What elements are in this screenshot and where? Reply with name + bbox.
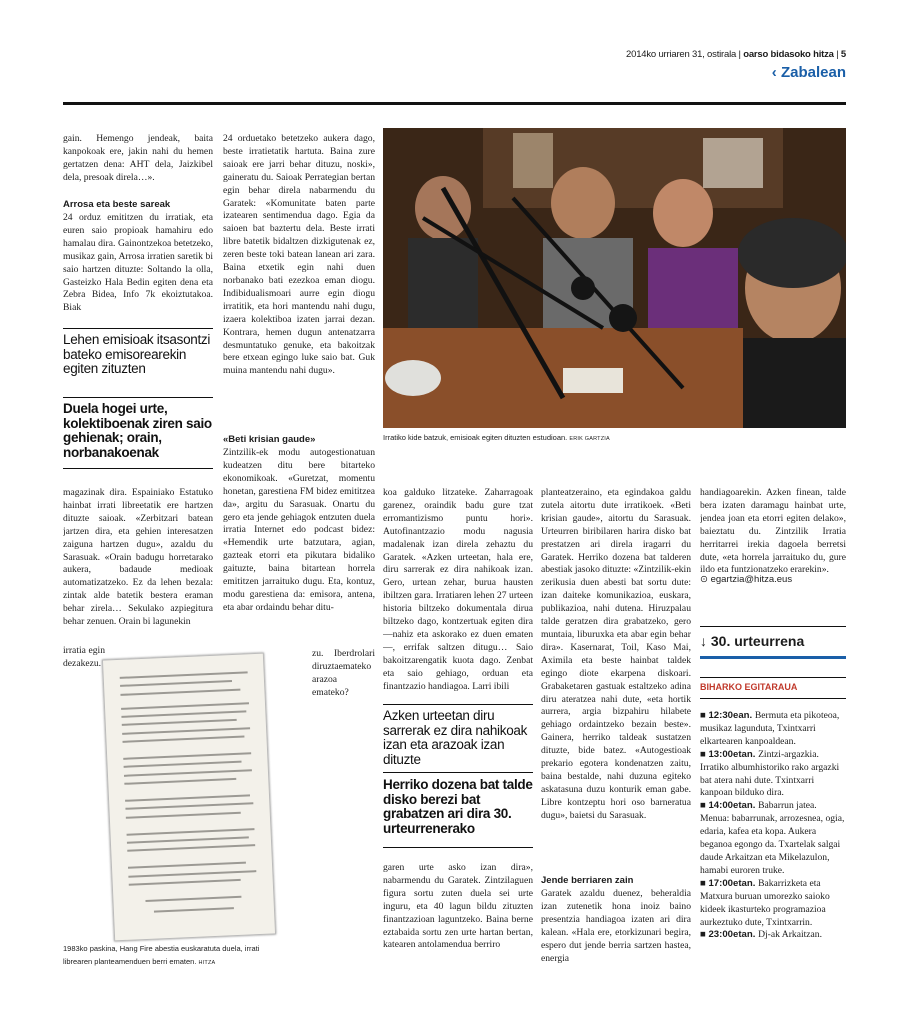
agenda-item	[700, 710, 846, 749]
headline-3: Azken urteetan diru sarrerak ez dira nahikoak izan eta arazoak izan dituzte	[383, 708, 528, 767]
agenda-time: ■ 14:00etan.	[700, 800, 759, 812]
col1-subheading: Arrosa eta beste sareak	[63, 199, 171, 210]
agenda-text: Babarrun jatea. Menua: babarrunak, arrozesnea, ogia, edaria, kafea eta kopa. Aukera beganoa egongo da. Txartelak salgai daude Arkaitzan eta Mikelazulon, hamabi euroren truke.	[700, 800, 845, 876]
col2-subheading: «Beti krisian gaude»	[223, 434, 316, 445]
col1-lower-text: magazinak dira. Espainiako Estatuko hainbat irrati libreetatik ere hartzen dituzte saioak. «Zerbitzari batean jartzen dira, eta gehien interesatzen zaiguna hartzen dugu», azaldu du Sarasuak. «Orain badugu horretarako aukera, badaude medioak automatizatzeko. Ez da lehen bezala: zintak alde batetik bestera eraman behar zirela… Sekulako azpiegitura behar zenuen. Orain bi lagunekin	[63, 487, 213, 628]
col2-bottom-text: Zintzilik-ek modu autogestionatuan kudeatzen ditu bere bitarteko ekonomikoak. «Guretzat, momentu honetan, garestiena FM bidez emititzea da», argitu du Sarasuak. Onartu du gero eta jende gehiagok entzuten duela irratia Internet edo podcast bidez: «Hemendik urte batzutara, agian, gazteak etorri eta pikutara bidaliko gaituzte, baina bitartean horrela emititzen jarraituko dugu. Eta, kontuz, modu garestiena da: emisora, antena, eta abar ordaindu behar ditu-	[223, 447, 375, 613]
col1-mid-text: 24 orduz emititzen du irratiak, eta euren saio propioak hamahiru edo hamalau dira. Gainontzekoa betetzeko, musikaz gain, Arrosa irratien saretik bi saio hartzen dituzte: Soltando la olla, Gasteizko Hala Bedin egiten dena eta Zebra Bidea, Info 7k ekoiztutakoa. Biak	[63, 212, 213, 314]
poster-credit: HITZA	[198, 960, 216, 966]
divider	[383, 772, 533, 773]
chevron-left-icon: ‹	[771, 64, 781, 81]
poster-caption: 1983ko paskina, Hang Fire abestia euskaratuta duela, irrati librearen planteamenduen berri ematen. HITZA	[63, 944, 260, 966]
agenda-list	[700, 710, 846, 968]
divider	[63, 397, 213, 398]
agenda-text: Bakarrizketa eta Matxura buruan umorezko saioko kideek ikasturteko programazioa aurkeztuko dute, Txintxarrin.	[700, 877, 830, 928]
page-number: 5	[840, 49, 846, 60]
studio-photo-illustration	[383, 128, 846, 428]
issue-date: 2014ko urriaren 31, ostirala	[626, 49, 737, 60]
agenda-item	[700, 800, 846, 877]
photo-credit: ERIK GARTZIA	[569, 436, 610, 442]
headline-1: Lehen emisioak itsasontzi bateko emisorearekin egiten zituzten	[63, 332, 211, 376]
divider	[383, 847, 533, 848]
agenda-time: ■ 13:00etan.	[700, 748, 759, 760]
section-name: ‹ Zabalean	[771, 64, 846, 81]
col1-wrap-text: irratia egin dezakezu.	[63, 645, 105, 669]
poster-image	[102, 653, 276, 942]
headline-4: Herriko dozena bat talde disko berezi bat grabatzen ari dira 30. urteurrenerako	[383, 777, 533, 836]
col2-top-text: 24 orduetako betetzeko aukera dago, beste irratietatik hartuta. Baina zure saioak ere jarri behar dituzu, noski», gaineratu du. Saioak Perrategian bertan egin behar direla nabarmendu du Garatek: «Komunitate baten parte izatearen sentimendua dago. Egia da saioen bat baztertu dela. Beste irrati libre batetik bidaltzen dizkigutenak ez, zeren beste toki batean lanean ari zara. Baina etxetik egin nahi duen norbanako bati ezezkoa eman diogu. Indibidualismoari aurre egin diogu irratitik, eta hori mantendu nahi dugu, izaera kolektiboa izaten jarrai dezan. Kontrara, hemen dugun antenatzarra desmuntatuko genuke, eta bakoitzak bere etxean egingo luke saio bat. Guk muina mantendu nahi dugu».	[223, 133, 375, 377]
divider	[63, 468, 213, 469]
divider	[700, 626, 846, 627]
agenda-item	[700, 749, 846, 801]
divider	[383, 704, 533, 705]
divider	[63, 328, 213, 329]
agenda-text: Zintzi-argazkia. Irratiko albumhistoriko rako argazki bat atera nahi dute. Txintxarri kanpoan bilduko dira.	[700, 748, 840, 799]
photo-caption: Irratiko kide batzuk, emisioak egiten dituzten estudioan. ERIK GARTZIA	[383, 433, 610, 442]
at-icon: ⊙	[700, 574, 711, 585]
header-rule	[63, 102, 846, 105]
studio-photo	[383, 128, 846, 428]
box-heading: BIHARKO EGITARAUA	[700, 682, 798, 692]
newspaper-name: oarso bidasoko hitza	[743, 49, 834, 60]
agenda-time: ■ 17:00etan.	[700, 877, 759, 889]
divider	[700, 677, 846, 678]
agenda-text: Dj-ak Arkaitzan.	[758, 929, 822, 941]
col-mid-lower-text: koa galduko litzateke. Zaharragoak garenez, oraindik badu gure tzat erromantizismo puntu hori». Autofinantzazio modu nagusia madalenak izan direla zehaztu du Garatek. «Azken urteetan, hala ere, diru sarrerak ez dira nahikoak izan. Gero, urtean zehar, burua hausten ibiltzen gara. Irratiaren lehen 27 urteen historia biltzeko dokumentala dirua biltzeko dago, kontzertuak egiten dira —nahiz eta askorako ez duen ematen—, errifak saltzen ditugu… Saio bakoitzarengatik kuota dago. Zenbat eta saio gehiago, orduan eta finantzazio handiagoa. Larri ibili	[383, 487, 533, 692]
col3-end-text: Garatek azaldu duenez, beheraldia izan zutenetik hona inoiz baino presentzia handiagoa izaten ari dira kalean. «Hala ere, etorkizunari begira, espero dut jende berria sartzen hastea, energia	[541, 888, 691, 964]
agenda-time: ■ 12:30ean.	[700, 710, 755, 721]
agenda-text: Bermuta eta pikoteoa, musikaz lagunduta, Txintxarri elkartearen kanpoaldean.	[700, 710, 840, 747]
arrow-down-icon: ↓	[700, 633, 711, 649]
box-title: ↓ 30. urteurrena	[700, 633, 805, 649]
col-mid-bottom-text: garen urte asko izan dira», nabarmendu du Garatek. Zintzilaguen figura sortu zuten duela sei urte inguru, eta 40 lagun bildu zituzten finantzazioan laguntzeko. Baina berne eztabaida sortu zen urte hartan bertan, katearen antolamendua berriro	[383, 862, 533, 951]
col3-lower-text: planteatzeraino, eta egindakoa galdu zutela aitortu dute irratikoek. «Beti krisian gaude», aitortu du Sarasuak. Urteurren biribilaren harira disko bat prestatzen ari direla iragarri du Garatek. Herriko dozena bat talderen abestiak jasoko dituzte: «Zintzilik-ekin zerikusia duen abesti bat sortu dute: izan daiteke komunikazioa, euskara, publikazioa, nahi dutena. Hiruzpalau talde geratzen dira grabatzeko, gero muntaia, liburuxka eta abar egin behar dira». Kasernarat, Toil, Kaso Mai, Aximila eta beste hainbat taldek egingo diote ekarpena diskoari. Grabaketaren gastuak estaltzeko adina diru ateratzea nahi dute, «eta hortik aurrera, argia bizpahiru hilabete gehiago ordaintzeko bezain beste». Gainera, herriko taldeak sustatzen dituzte, bide batez. «Autogestioak prekario egotera kondenatzen zaitu, baina bestalde, nahi duzuna egiteko askatasuna duzu konturik eman gabe. Libre kontzeptu hori oso barneratua dugu», baietsi du Sarasuak.	[541, 487, 691, 821]
byline: ⊙ egartzia@hitza.eus	[700, 574, 793, 585]
col3-subheading: Jende berriaren zain	[541, 875, 634, 886]
page-header: 2014ko urriaren 31, ostirala | oarso bidasoko hitza | 5	[626, 49, 846, 60]
agenda-item	[700, 878, 846, 930]
col2-tail-text: zu. Iberdrolari diruztaemateko arazoa emateko?	[312, 648, 375, 698]
agenda-time: ■ 23:00etan.	[700, 929, 759, 941]
box-bar	[700, 656, 846, 659]
agenda-item	[700, 929, 846, 942]
headline-2: Duela hogei urte, kolektiboenak ziren saio gehienak; orain, norbanakoenak	[63, 401, 212, 460]
divider	[700, 698, 846, 699]
col1-top-text: gain. Hemengo jendeak, baita kanpokoak ere, jakin nahi du hemen gertatzen dena: AHT dela, Jaizkibel dela, presoak direla…».	[63, 133, 213, 183]
col4-top-text: handiagoarekin. Azken finean, talde bera izaten daramagu hainbat urte, jendea joan eta etorri egiten delako», baieztatu du. Zintzilik Irratia herritarrei irekia dagoela berretsi dute, «eta horrela jarraituko du, gure ildo eta funtzionatzeko erarekin».	[700, 487, 846, 576]
